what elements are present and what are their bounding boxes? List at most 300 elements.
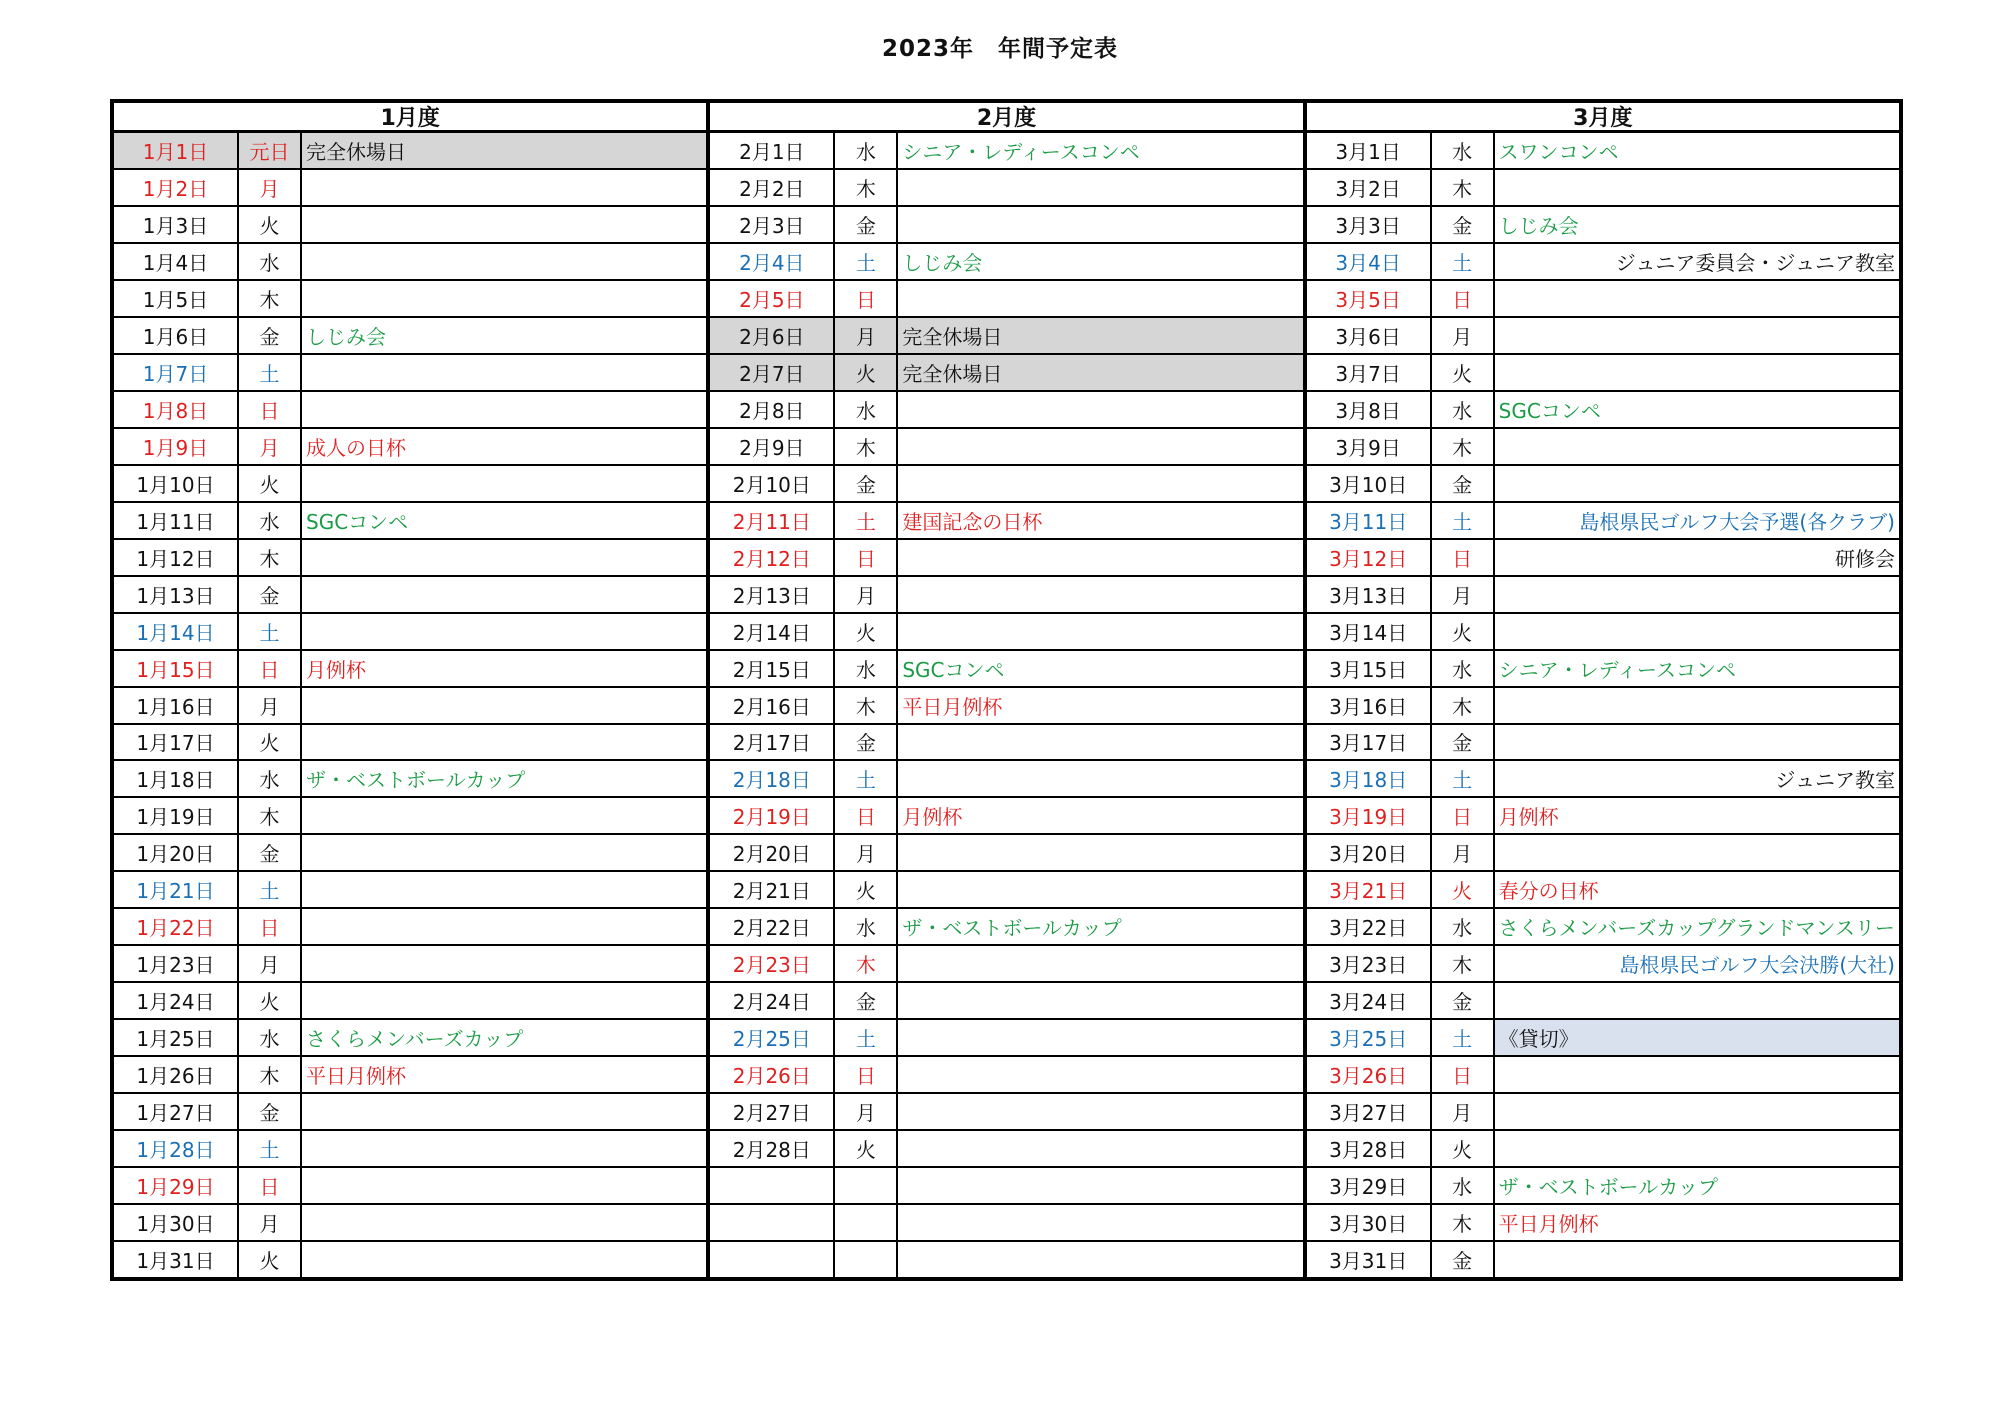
date-cell: 2月28日 [710,1131,835,1166]
table-row [1307,798,1899,835]
date-cell: 3月26日 [1307,1057,1432,1092]
event-cell [1495,614,1899,649]
event-cell [302,577,706,612]
date-cell: 2月20日 [710,835,835,870]
table-row [114,392,706,429]
table-row [710,835,1302,872]
weekday-cell: 土 [835,503,898,538]
event-cell [302,983,706,1018]
weekday-cell: 日 [1432,540,1495,575]
table-row [1307,983,1899,1020]
date-cell: 1月6日 [114,318,239,353]
weekday-cell: 火 [239,983,302,1018]
date-cell: 1月2日 [114,170,239,205]
date-cell: 3月8日 [1307,392,1432,427]
weekday-cell: 木 [239,540,302,575]
event-cell [898,946,1302,981]
event-cell: 月例杯 [902,805,963,830]
event-cell [1495,1094,1899,1129]
event-cell [898,466,1302,501]
weekday-cell: 火 [1432,614,1495,649]
event-cell [898,392,1302,427]
weekday-cell: 火 [1432,1131,1495,1166]
event-cell: シニア・レディースコンペ [902,139,1140,164]
weekday-cell: 木 [239,281,302,316]
weekday-cell: 土 [1432,244,1495,279]
weekday-cell: 木 [835,946,898,981]
page-title: 2023年 年間予定表 [881,36,1118,62]
event-cell [302,170,706,205]
weekday-cell: 金 [1432,725,1495,760]
weekday-cell: 月 [239,429,302,464]
event-cell [302,207,706,242]
table-row [1307,1242,1899,1277]
weekday-cell: 金 [1432,466,1495,501]
date-cell: 1月12日 [114,540,239,575]
date-cell: 2月4日 [710,244,835,279]
table-row [1307,207,1899,244]
table-row [710,1020,1302,1057]
event-cell: SGCコンペ [306,509,409,534]
weekday-cell: 日 [835,1057,898,1092]
date-cell: 1月24日 [114,983,239,1018]
table-row [1307,540,1899,577]
date-cell: 3月23日 [1307,946,1432,981]
date-cell: 2月21日 [710,872,835,907]
event-cell: さくらメンバーズカップ [306,1027,524,1052]
date-cell: 2月7日 [710,355,835,390]
table-row [710,651,1302,688]
table-row [1307,725,1899,762]
table-row [710,725,1302,762]
date-cell: 2月2日 [710,170,835,205]
table-row [710,1094,1302,1131]
date-cell: 3月25日 [1307,1020,1432,1055]
table-row [114,207,706,244]
date-cell [710,1242,835,1277]
table-row [114,281,706,318]
table-row [1307,872,1899,909]
table-row [710,1205,1302,1242]
weekday-cell: 日 [239,909,302,944]
event-cell: しじみ会 [902,250,983,275]
table-row [114,355,706,392]
weekday-cell: 水 [1432,1168,1495,1203]
date-cell: 1月25日 [114,1020,239,1055]
weekday-cell: 木 [835,429,898,464]
date-cell: 1月28日 [114,1131,239,1166]
date-cell: 1月15日 [114,651,239,686]
date-cell: 2月15日 [710,651,835,686]
date-cell: 3月5日 [1307,281,1432,316]
date-cell: 1月21日 [114,872,239,907]
event-cell [302,540,706,575]
event-cell [898,983,1302,1018]
date-cell: 1月19日 [114,798,239,833]
date-cell: 3月14日 [1307,614,1432,649]
weekday-cell: 月 [239,688,302,723]
table-row [1307,835,1899,872]
date-cell: 1月9日 [114,429,239,464]
table-row [1307,170,1899,207]
table-row [114,725,706,762]
event-cell: シニア・レディースコンペ [1498,657,1737,682]
event-cell: SGCコンペ [902,657,1005,682]
table-row [114,1242,706,1277]
weekday-cell: 月 [835,577,898,612]
weekday-cell: 水 [835,133,898,168]
date-cell: 1月22日 [114,909,239,944]
date-cell [710,1205,835,1240]
weekday-cell: 日 [239,392,302,427]
event-cell: しじみ会 [1498,213,1579,238]
weekday-cell: 土 [835,761,898,796]
date-cell: 1月14日 [114,614,239,649]
date-cell: 3月7日 [1307,355,1432,390]
weekday-cell: 金 [835,725,898,760]
month-rows [1307,133,1899,1277]
event-cell [1495,318,1899,353]
table-row [114,170,706,207]
event-cell [302,835,706,870]
weekday-cell: 火 [835,872,898,907]
event-cell [302,1094,706,1129]
table-row [710,318,1302,355]
table-row [710,133,1302,170]
event-cell: 平日月例杯 [1498,1212,1599,1237]
date-cell: 1月16日 [114,688,239,723]
date-cell: 3月22日 [1307,909,1432,944]
event-cell [302,946,706,981]
event-cell [302,909,706,944]
weekday-cell: 日 [1432,1057,1495,1092]
month-column-2 [706,103,1302,1277]
weekday-cell: 月 [1432,835,1495,870]
date-cell: 1月27日 [114,1094,239,1129]
date-cell: 2月3日 [710,207,835,242]
table-row [1307,1094,1899,1131]
weekday-cell [835,1242,898,1277]
event-cell [302,614,706,649]
weekday-cell: 木 [1432,1205,1495,1240]
date-cell: 1月11日 [114,503,239,538]
event-cell [302,281,706,316]
event-cell [898,1131,1302,1166]
weekday-cell: 土 [239,355,302,390]
event-cell [898,872,1302,907]
month-header: 2月度 [710,103,1302,133]
table-row [114,946,706,983]
month-rows [710,133,1302,1277]
table-row [1307,133,1899,170]
table-row [710,207,1302,244]
weekday-cell: 金 [239,577,302,612]
weekday-cell: 水 [1432,651,1495,686]
event-cell: 春分の日杯 [1498,879,1599,904]
event-cell [1495,466,1899,501]
table-row [710,540,1302,577]
event-cell [898,429,1302,464]
event-cell [898,577,1302,612]
date-cell: 2月1日 [710,133,835,168]
date-cell: 1月1日 [114,133,239,168]
weekday-cell: 水 [239,503,302,538]
table-row [1307,1168,1899,1205]
table-row [710,798,1302,835]
event-cell [302,392,706,427]
weekday-cell: 火 [239,725,302,760]
date-cell: 3月3日 [1307,207,1432,242]
event-cell: ジュニア教室 [1775,768,1895,793]
table-row [1307,429,1899,466]
date-cell: 1月23日 [114,946,239,981]
event-cell [302,1242,706,1277]
date-cell: 3月16日 [1307,688,1432,723]
table-row [710,1168,1302,1205]
date-cell: 3月12日 [1307,540,1432,575]
weekday-cell: 月 [1432,318,1495,353]
table-row [710,761,1302,798]
month-header: 3月度 [1307,103,1899,133]
event-cell [1495,577,1899,612]
event-cell [898,540,1302,575]
table-row [1307,651,1899,688]
table-row [114,761,706,798]
table-row [114,614,706,651]
date-cell: 3月19日 [1307,798,1432,833]
table-row [114,540,706,577]
table-row [1307,503,1899,540]
weekday-cell: 金 [835,207,898,242]
weekday-cell: 火 [1432,355,1495,390]
weekday-cell: 金 [239,835,302,870]
weekday-cell: 火 [1432,872,1495,907]
date-cell: 3月4日 [1307,244,1432,279]
event-cell [302,1168,706,1203]
weekday-cell: 土 [1432,1020,1495,1055]
weekday-cell: 金 [1432,983,1495,1018]
event-cell: SGCコンペ [1498,398,1601,423]
weekday-cell: 金 [239,318,302,353]
event-cell: 成人の日杯 [306,435,406,460]
table-row [114,1205,706,1242]
event-cell [898,761,1302,796]
date-cell: 1月30日 [114,1205,239,1240]
date-cell: 3月20日 [1307,835,1432,870]
month-header: 1月度 [114,103,706,133]
weekday-cell: 日 [239,1168,302,1203]
table-row [710,392,1302,429]
table-row [114,1057,706,1094]
weekday-cell: 月 [1432,577,1495,612]
event-cell [1495,170,1899,205]
date-cell: 3月17日 [1307,725,1432,760]
date-cell: 2月25日 [710,1020,835,1055]
table-row [710,1242,1302,1277]
event-cell [302,798,706,833]
table-row [1307,281,1899,318]
event-cell [1495,725,1899,760]
table-row [114,133,706,170]
weekday-cell: 土 [239,614,302,649]
table-row [1307,1131,1899,1168]
event-cell [302,872,706,907]
date-cell: 3月6日 [1307,318,1432,353]
event-cell [898,1020,1302,1055]
weekday-cell: 日 [835,798,898,833]
table-row [114,835,706,872]
date-cell: 3月27日 [1307,1094,1432,1129]
date-cell: 1月3日 [114,207,239,242]
event-cell [302,1205,706,1240]
weekday-cell: 金 [1432,207,1495,242]
weekday-cell: 水 [1432,392,1495,427]
event-cell [1495,1242,1899,1277]
event-cell: 島根県民ゴルフ大会決勝(大社) [1619,953,1895,978]
date-cell: 1月5日 [114,281,239,316]
event-cell [1495,355,1899,390]
event-cell [898,1168,1302,1203]
date-cell: 2月8日 [710,392,835,427]
event-cell: ザ・ベストボールカップ [1498,1175,1719,1200]
weekday-cell: 土 [835,1020,898,1055]
date-cell: 2月6日 [710,318,835,353]
event-cell [1495,983,1899,1018]
weekday-cell: 火 [239,207,302,242]
table-row [710,688,1302,725]
table-row [1307,244,1899,281]
date-cell: 2月27日 [710,1094,835,1129]
month-column-3 [1303,103,1899,1277]
event-cell [302,688,706,723]
date-cell: 3月30日 [1307,1205,1432,1240]
date-cell: 3月29日 [1307,1168,1432,1203]
event-cell [302,466,706,501]
weekday-cell: 土 [239,872,302,907]
date-cell: 1月10日 [114,466,239,501]
event-cell: しじみ会 [306,324,386,349]
event-cell [898,1205,1302,1240]
table-row [114,1168,706,1205]
table-row [710,1057,1302,1094]
table-row [710,909,1302,946]
date-cell [710,1168,835,1203]
event-cell: 研修会 [1834,546,1895,571]
weekday-cell: 日 [1432,281,1495,316]
weekday-cell: 火 [835,355,898,390]
weekday-cell: 水 [835,392,898,427]
date-cell: 2月19日 [710,798,835,833]
table-row [114,244,706,281]
table-row [1307,392,1899,429]
date-cell: 1月20日 [114,835,239,870]
event-cell [1495,1131,1899,1166]
date-cell: 2月26日 [710,1057,835,1092]
table-row [710,577,1302,614]
date-cell: 1月13日 [114,577,239,612]
date-cell: 1月29日 [114,1168,239,1203]
event-cell: 月例杯 [306,657,366,682]
date-cell: 3月2日 [1307,170,1432,205]
table-row [710,429,1302,466]
weekday-cell: 土 [1432,503,1495,538]
weekday-cell: 月 [1432,1094,1495,1129]
weekday-cell: 水 [1432,133,1495,168]
event-cell: 平日月例杯 [306,1064,406,1089]
date-cell: 2月16日 [710,688,835,723]
table-row [114,318,706,355]
weekday-cell: 金 [239,1094,302,1129]
table-row [1307,355,1899,392]
table-row [114,1094,706,1131]
weekday-cell: 金 [835,983,898,1018]
weekday-cell: 木 [1432,170,1495,205]
weekday-cell: 火 [835,1131,898,1166]
weekday-cell: 月 [835,318,898,353]
date-cell: 1月8日 [114,392,239,427]
table-row [710,466,1302,503]
date-cell: 2月17日 [710,725,835,760]
table-row [710,946,1302,983]
event-cell [898,281,1302,316]
weekday-cell: 水 [239,1020,302,1055]
weekday-cell: 日 [835,540,898,575]
weekday-cell: 土 [1432,761,1495,796]
date-cell: 3月21日 [1307,872,1432,907]
table-row [710,872,1302,909]
weekday-cell: 日 [239,651,302,686]
date-cell: 2月11日 [710,503,835,538]
table-row [114,577,706,614]
table-row [114,909,706,946]
event-cell [1495,688,1899,723]
event-cell: 完全休場日 [302,133,706,168]
weekday-cell: 水 [239,761,302,796]
month-rows [114,133,706,1277]
weekday-cell: 火 [239,466,302,501]
date-cell: 3月31日 [1307,1242,1432,1277]
event-cell [898,835,1302,870]
table-row [1307,946,1899,983]
event-cell [302,725,706,760]
weekday-cell: 水 [1432,909,1495,944]
weekday-cell: 水 [835,651,898,686]
weekday-cell: 土 [239,1131,302,1166]
date-cell: 3月9日 [1307,429,1432,464]
date-cell: 2月13日 [710,577,835,612]
weekday-cell: 木 [239,798,302,833]
table-row [710,983,1302,1020]
table-row [710,281,1302,318]
event-cell [1495,429,1899,464]
event-cell: ザ・ベストボールカップ [902,916,1122,941]
weekday-cell: 木 [1432,429,1495,464]
event-cell: ザ・ベストボールカップ [306,768,526,793]
date-cell: 3月10日 [1307,466,1432,501]
table-row [710,170,1302,207]
event-cell: ジュニア委員会・ジュニア教室 [1615,250,1895,275]
weekday-cell: 木 [835,688,898,723]
date-cell: 2月5日 [710,281,835,316]
date-cell: 3月13日 [1307,577,1432,612]
table-row [1307,1057,1899,1094]
table-row [114,466,706,503]
weekday-cell: 木 [1432,688,1495,723]
event-cell [302,244,706,279]
event-cell [302,355,706,390]
weekday-cell: 木 [835,170,898,205]
event-cell: 建国記念の日杯 [902,509,1043,534]
